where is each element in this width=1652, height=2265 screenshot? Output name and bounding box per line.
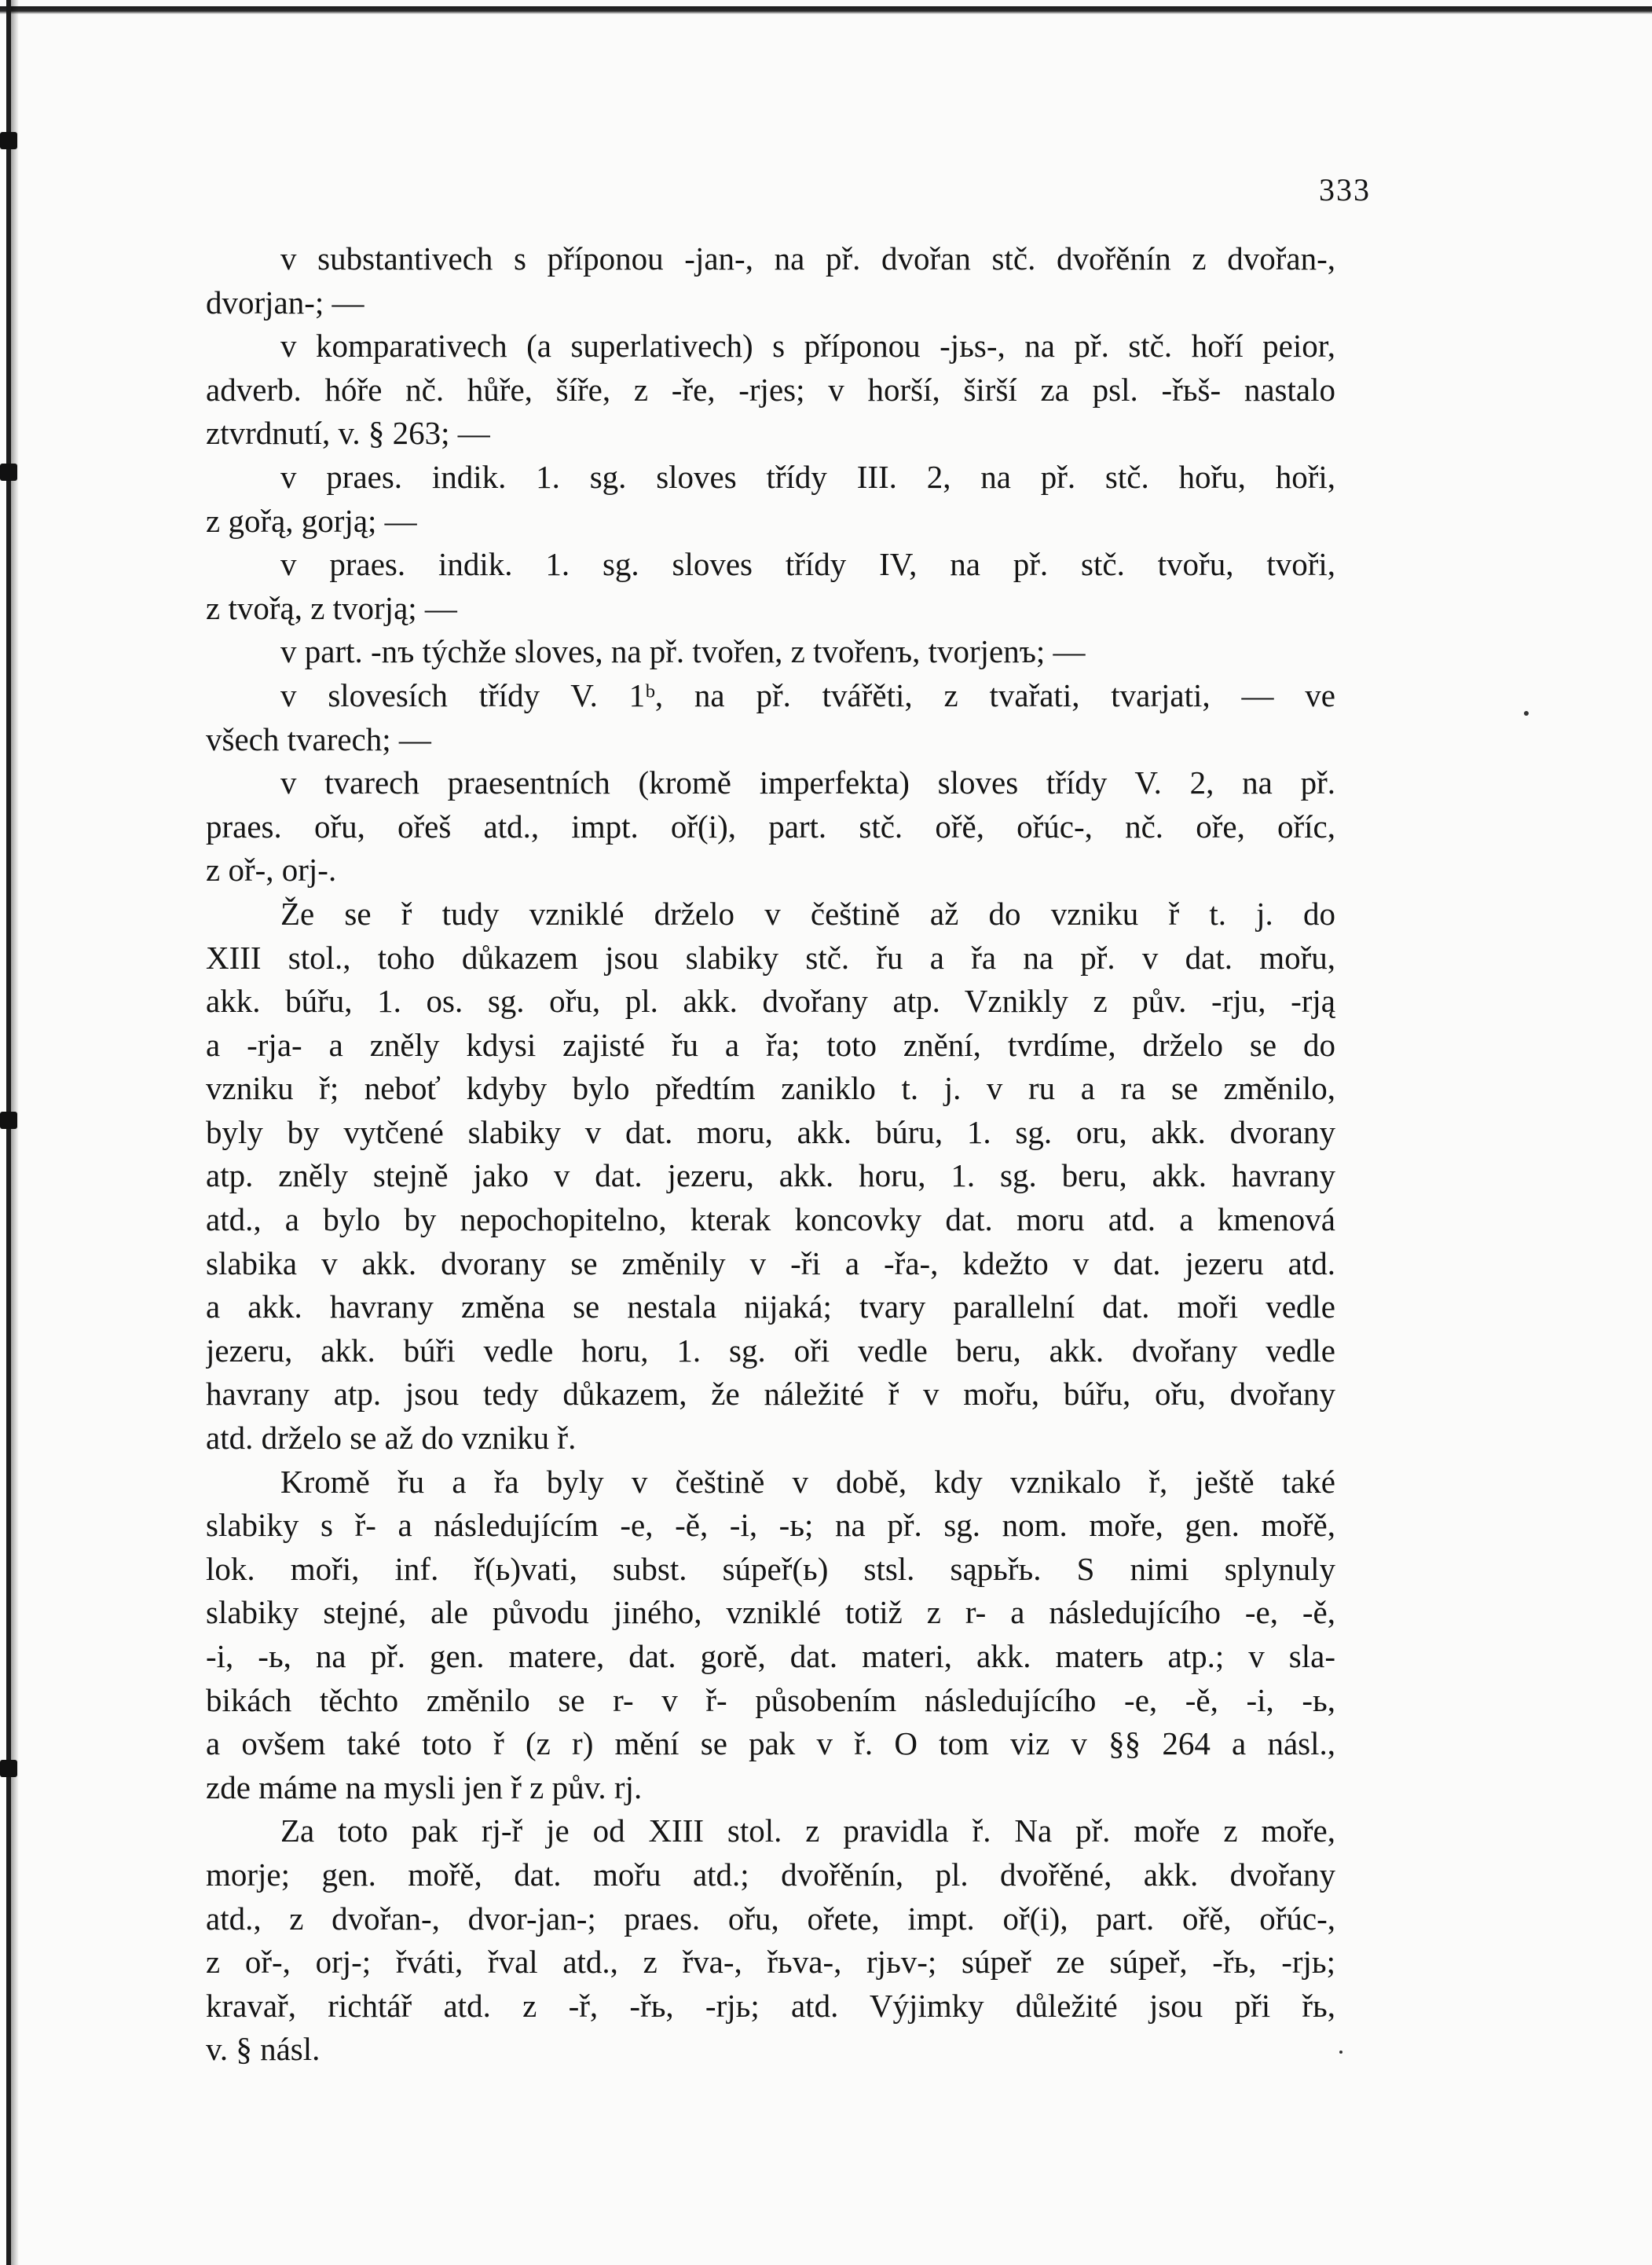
text-line: v tvarech praesentních (kromě imperfekta) sloves třídy V. 2, na př.	[280, 764, 1335, 801]
text-line: a akk. havrany změna se nestala nijaká; tvary parallelní dat. moři vedle	[206, 1288, 1335, 1325]
text-line: adverb. hóře nč. hůře, šíře, z -ře, -rjes; v horší, širší za psl. -řьš- nastalo	[206, 371, 1335, 408]
text-line: v. § násl.	[206, 2031, 321, 2068]
text-line: dvorjan-; —	[206, 284, 364, 321]
scan-speck	[1524, 711, 1529, 716]
text-line: havrany atp. jsou tedy důkazem, že náležité ř v mořu, búřu, ořu, dvořany	[206, 1376, 1335, 1413]
text-line: atd., a bylo by nepochopitelno, kterak koncovky dat. moru atd. a kmenová	[206, 1201, 1335, 1238]
text-line: v part. -nъ týchže sloves, na př. tvořen, z tvořenъ, tvorjenъ; —	[280, 633, 1086, 670]
text-line: v praes. indik. 1. sg. sloves třídy IV, na př. stč. tvořu, tvoři,	[280, 546, 1335, 583]
scan-edge-mark	[0, 1760, 17, 1777]
text-line: z oř-, orj-; řváti, řval atd., z řva-, řьva-, rjьv-; súpeř ze súpeř, -řь, -rjь;	[206, 1944, 1335, 1981]
text-line: bikách těchto změnilo se r- v ř- působením následujícího -e, -ě, -i, -ь,	[206, 1681, 1335, 1718]
text-line: slabika v akk. dvorany se změnily v -ři a -řa-, kdežto v dat. jezeru atd.	[206, 1244, 1335, 1281]
text-line: zde máme na mysli jen ř z pův. rj.	[206, 1768, 643, 1805]
scan-edge-mark	[0, 464, 17, 481]
body-text	[206, 237, 1335, 2072]
text-line: jezeru, akk. búři vedle horu, 1. sg. oři vedle beru, akk. dvořany vedle	[206, 1332, 1335, 1369]
text-line: z gořą, gorją; —	[206, 502, 417, 539]
text-line: praes. ořu, ořeš atd., impt. oř(i), part. stč. ořě, ořúc-, nč. oře, oříc,	[206, 808, 1335, 845]
text-line: XIII stol., toho důkazem jsou slabiky stč. řu a řa na př. v dat. mořu,	[206, 939, 1335, 976]
text-line: Kromě řu a řa byly v češtině v době, kdy vznikalo ř, ještě také	[280, 1463, 1335, 1500]
text-line: v slovesích třídy V. 1ᵇ, na př. tvářěti, z tvařati, tvarjati, — ve	[280, 676, 1335, 713]
scan-edge-mark	[0, 1112, 17, 1129]
text-line: a -rja- a zněly kdysi zajisté řu a řa; toto znění, tvrdíme, drželo se do	[206, 1026, 1335, 1063]
text-line: Za toto pak rj-ř je od XIII stol. z pravidla ř. Na př. moře z moře,	[280, 1812, 1335, 1849]
text-line: -i, -ь, na př. gen. matere, dat. gorě, dat. materi, akk. materь atp.; v sla-	[206, 1638, 1335, 1674]
text-line: slabiky s ř- a následujícím -e, -ě, -i, -ь; na př. sg. nom. moře, gen. mořě,	[206, 1507, 1335, 1544]
text-line: ztvrdnutí, v. § 263; —	[206, 415, 490, 452]
text-line: akk. búřu, 1. os. sg. ořu, pl. akk. dvořany atp. Vznikly z pův. -rju, -rją	[206, 983, 1335, 1020]
text-line: lok. moři, inf. ř(ь)vati, subst. súpeř(ь) stsl. sąpьřь. S nimi splynuly	[206, 1550, 1335, 1587]
text-line: v substantivech s příponou -jan-, na př. dvořan stč. dvořěnín z dvořan-,	[280, 240, 1335, 277]
text-line: Že se ř tudy vzniklé drželo v češtině až do vzniku ř t. j. do	[280, 895, 1335, 932]
text-line: vzniku ř; neboť kdyby bylo předtím zaniklo t. j. v ru a ra se změnilo,	[206, 1070, 1335, 1107]
text-line: atd., z dvořan-, dvor-jan-; praes. ořu, ořete, impt. oř(i), part. ořě, ořúc-,	[206, 1900, 1335, 1937]
text-line: a ovšem také toto ř (z r) mění se pak v ř. O tom viz v §§ 264 a násl.,	[206, 1725, 1335, 1762]
scan-edge-mark	[0, 132, 17, 149]
text-line: morje; gen. mořě, dat. mořu atd.; dvořěnín, pl. dvořěné, akk. dvořany	[206, 1856, 1335, 1893]
text-line: z oř-, orj-.	[206, 852, 337, 889]
text-line: atd. drželo se až do vzniku ř.	[206, 1420, 577, 1457]
scan-speck	[1339, 2051, 1342, 2054]
page-number: 333	[1319, 172, 1371, 207]
text-line: kravař, richtář atd. z -ř, -řь, -rjь; atd. Výjimky důležité jsou při řь,	[206, 1987, 1335, 2024]
text-line: všech tvarech; —	[206, 720, 431, 757]
text-line: v komparativech (a superlativech) s příponou -jьs-, na př. stč. hoří peior,	[280, 328, 1335, 365]
scan-edge-top	[0, 6, 1652, 14]
text-line: slabiky stejné, ale původu jiného, vzniklé totiž z r- a následujícího -e, -ě,	[206, 1594, 1335, 1631]
text-line: z tvořą, z tvorją; —	[206, 589, 457, 626]
text-line: atp. zněly stejně jako v dat. jezeru, akk. horu, 1. sg. beru, akk. havrany	[206, 1157, 1335, 1194]
text-line: v praes. indik. 1. sg. sloves třídy III. 2, na př. stč. hořu, hoři,	[280, 458, 1335, 495]
scan-edge-shadow	[11, 0, 19, 2265]
text-line: byly by vytčené slabiky v dat. moru, akk. búru, 1. sg. oru, akk. dvorany	[206, 1113, 1335, 1150]
